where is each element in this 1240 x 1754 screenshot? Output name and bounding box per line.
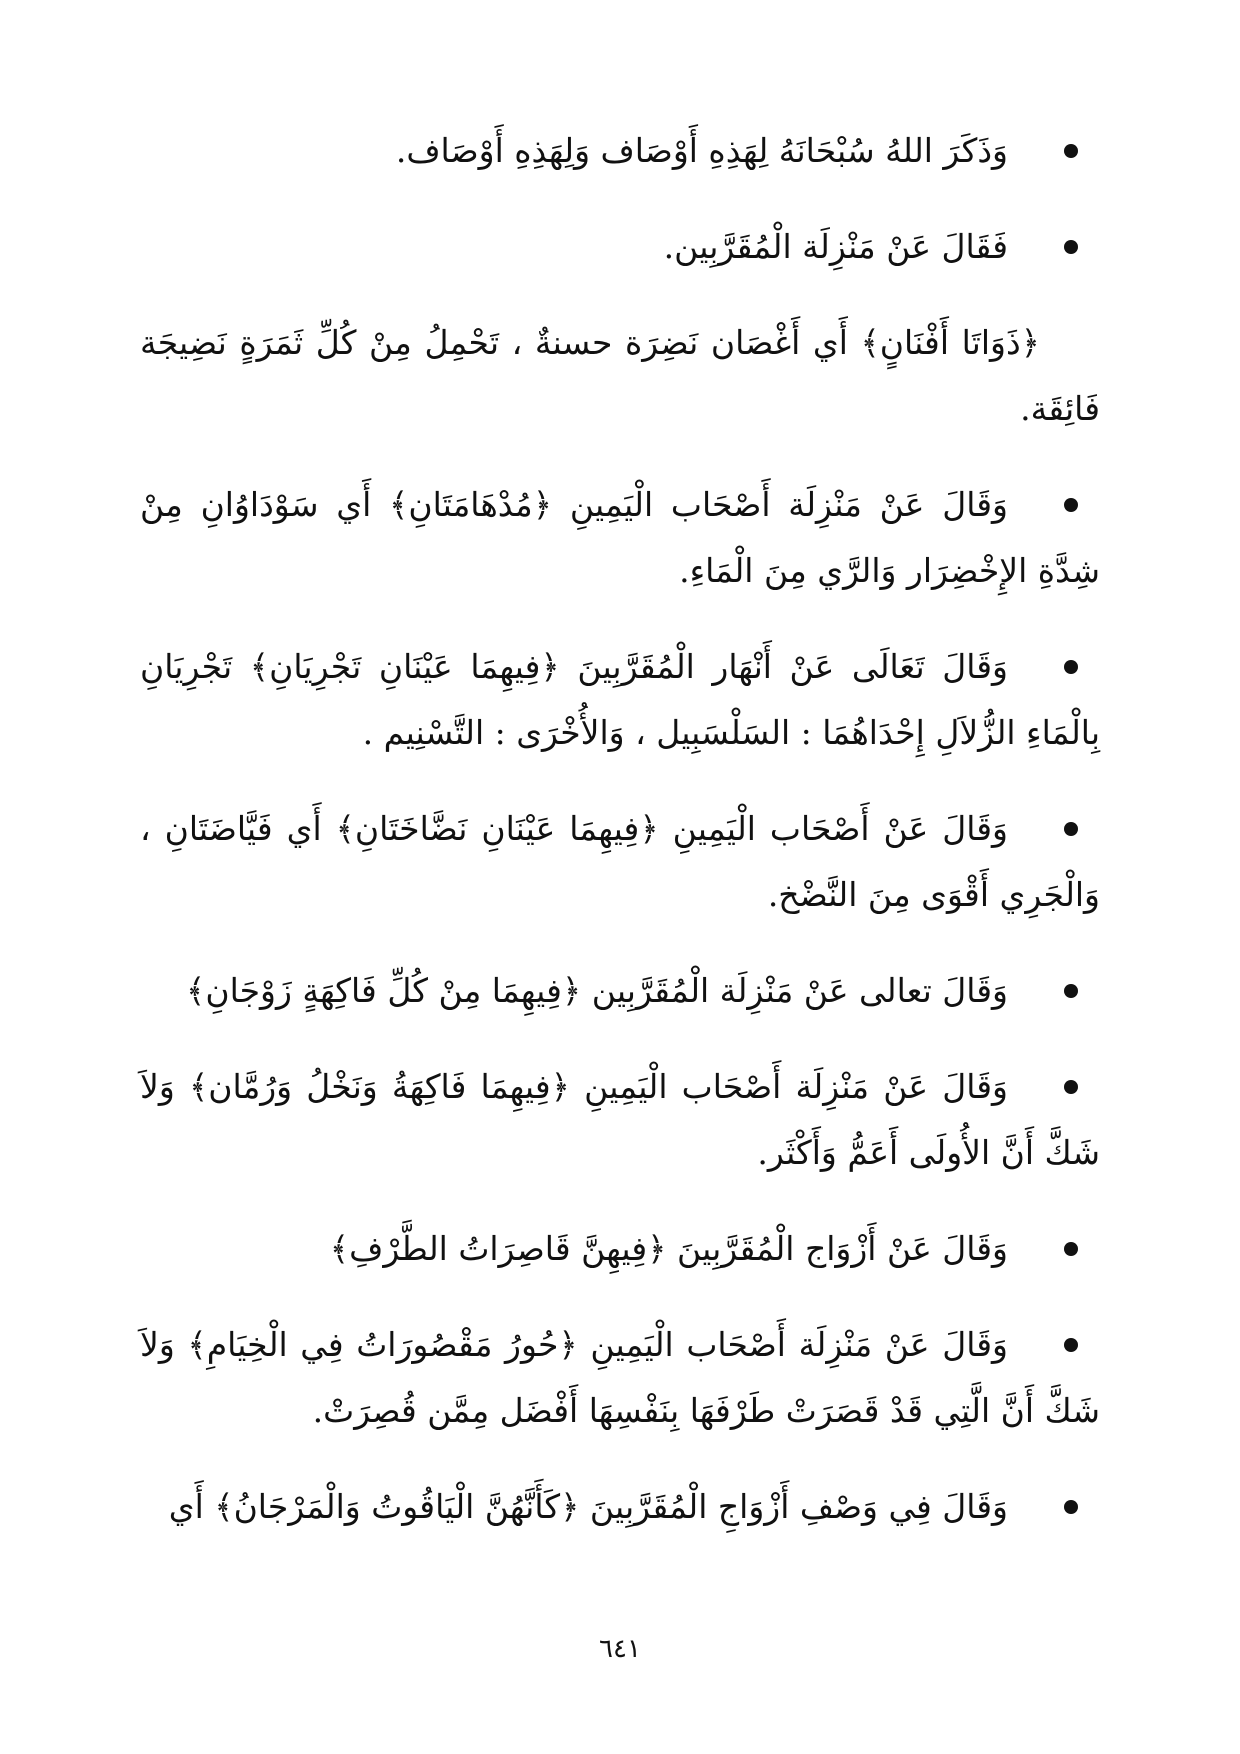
page-body — [140, 118, 1100, 1570]
bullet-paragraph-6 — [140, 796, 1100, 928]
paragraph-text: وَقَالَ عَنْ أَصْحَاب الْيَمِينِ ﴿فِيهِمَا عَيْنَانِ نَضَّاخَتَانِ﴾ أَي فَيَّاضَتَانِ ، وَالْجَرِي أَقْوَى مِنَ النَّضْخ. — [140, 809, 1100, 914]
bullet-paragraph-8 — [140, 1054, 1100, 1186]
bullet-icon — [1064, 822, 1078, 836]
paragraph-text: وَقَالَ عَنْ مَنْزِلَة أَصْحَاب الْيَمِينِ ﴿فِيهِمَا فَاكِهَةُ وَنَخْلُ وَرُمَّان﴾ وَلاَ شَكَّ أَنَّ الأُولَى أَعَمُّ وَأَكْثَر. — [140, 1067, 1100, 1172]
paragraph-text: وَقَالَ فِي وَصْفِ أَزْوَاجِ الْمُقَرَّبِينَ ﴿كَأَنَّهُنَّ الْيَاقُوتُ وَالْمَرْجَانُ﴾ أَي — [168, 1487, 1008, 1526]
bullet-paragraph-10 — [140, 1312, 1100, 1444]
bullet-paragraph-11 — [140, 1474, 1100, 1540]
plain-paragraph-3 — [140, 310, 1100, 442]
bullet-paragraph-4 — [140, 472, 1100, 604]
bullet-icon — [1064, 1500, 1078, 1514]
paragraph-text: وَقَالَ تعالى عَنْ مَنْزِلَة الْمُقَرَّبِين ﴿فِيهِمَا مِنْ كُلِّ فَاكِهَةٍ زَوْجَانِ﴾ — [186, 971, 1008, 1010]
bullet-paragraph-9 — [140, 1216, 1100, 1282]
paragraph-text: وَقَالَ عَنْ مَنْزِلَة أَصْحَاب الْيَمِينِ ﴿حُورُ مَقْصُورَاتُ فِي الْخِيَامِ﴾ وَلاَ شَكَّ أَنَّ الَّتِي قَدْ قَصَرَتْ طَرْفَهَا بِنَفْسِهَا أَفْضَل مِمَّن قُصِرَتْ. — [140, 1325, 1100, 1430]
paragraph-text: وَقَالَ عَنْ أَزْوَاج الْمُقَرَّبِينَ ﴿فِيهِنَّ قَاصِرَاتُ الطَّرْفِ﴾ — [329, 1229, 1008, 1268]
bullet-icon — [1064, 144, 1078, 158]
paragraph-text: وَقَالَ تَعَالَى عَنْ أَنْهَار الْمُقَرَّبِينَ ﴿فِيهِمَا عَيْنَانِ تَجْرِيَانِ﴾ تَجْرِيَانِ بِالْمَاءِ الزُّلاَلِ إِحْدَاهُمَا : السَلْسَبِيل ، وَالأُخْرَى : التَّسْنِيم . — [140, 647, 1100, 752]
paragraph-text: فَقَالَ عَنْ مَنْزِلَة الْمُقَرَّبِين. — [663, 227, 1008, 266]
paragraph-text: وَذَكَرَ اللهُ سُبْحَانَهُ لِهَذِهِ أَوْصَاف وَلِهَذِهِ أَوْصَاف. — [395, 131, 1008, 170]
bullet-icon — [1064, 498, 1078, 512]
page-number: ٦٤١ — [599, 1634, 641, 1664]
bullet-paragraph-5 — [140, 634, 1100, 766]
bullet-paragraph-7 — [140, 958, 1100, 1024]
bullet-icon — [1064, 240, 1078, 254]
bullet-icon — [1064, 1338, 1078, 1352]
bullet-icon — [1064, 660, 1078, 674]
bullet-paragraph-1 — [140, 118, 1100, 184]
bullet-paragraph-2 — [140, 214, 1100, 280]
bullet-icon — [1064, 984, 1078, 998]
paragraph-text: وَقَالَ عَنْ مَنْزِلَة أَصْحَاب الْيَمِينِ ﴿مُدْهَامَتَانِ﴾ أَي سَوْدَاوُانِ مِنْ شِدَّةِ الإِخْضِرَار وَالرَّي مِنَ الْمَاءِ. — [140, 485, 1100, 590]
bullet-icon — [1064, 1242, 1078, 1256]
paragraph-text: ﴿ذَوَاتَا أَفْنَانٍ﴾ أَي أَغْصَان نَضِرَة حسنةٌ ، تَحْمِلُ مِنْ كُلِّ ثَمَرَةٍ نَضِيجَة فَائِقَة. — [140, 323, 1100, 428]
bullet-icon — [1064, 1080, 1078, 1094]
